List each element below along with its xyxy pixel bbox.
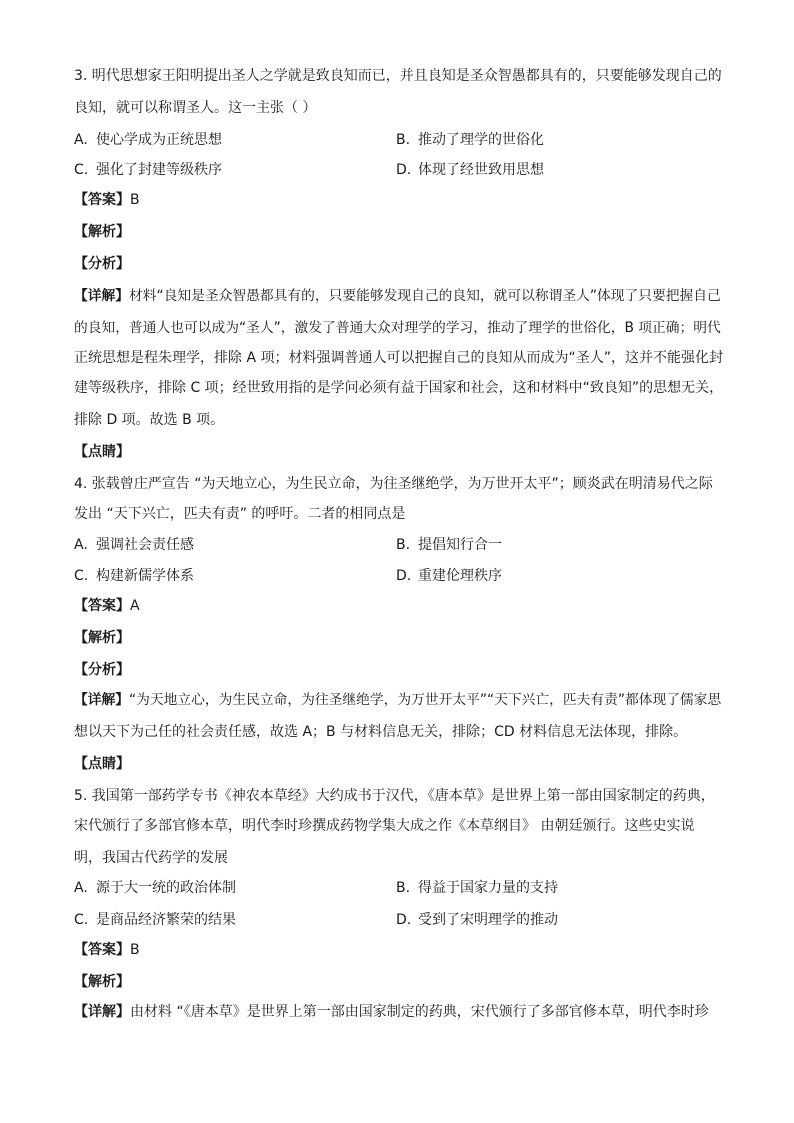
q5-stem-line-2: 宋代颁行了多部官修本草，明代李时珍撰成药物学集大成之作《本草纲目》 由朝廷颁行。这些史实说	[74, 818, 695, 834]
q5-option-b: B. 得益于国家力量的支持	[396, 880, 558, 896]
q3-stem-line-1: 3. 明代思想家王阳明提出圣人之学就是致良知而已，并且良知是圣众智愚都具有的，只要能够发现自己的	[74, 68, 722, 84]
q4-stem-line-2: 发出 “天下兴亡，匹夫有责” 的呼吁。二者的相同点是	[74, 506, 406, 522]
q4-answer: 【答案】A	[74, 598, 140, 614]
q5-stem-line-3: 明，我国古代药学的发展	[74, 850, 228, 866]
q3-option-a: A. 使心学成为正统思想	[74, 132, 222, 148]
q5-option-d: D. 受到了宋明理学的推动	[396, 912, 558, 928]
q5-analysis-tag: 【解析】	[74, 974, 130, 990]
q3-analysis-tag: 【解析】	[74, 224, 130, 240]
q5-option-c: C. 是商品经济繁荣的结果	[74, 912, 236, 928]
q4-detail-line-1: 【详解】“为天地立心，为生民立命，为往圣继绝学，为万世开太平”“天下兴亡，匹夫有责”都体现了儒家思	[74, 692, 722, 708]
q4-option-b: B. 提倡知行合一	[396, 537, 502, 553]
q3-option-c: C. 强化了封建等级秩序	[74, 162, 222, 178]
q3-detail-line-4: 建等级秩序，排除 C 项；经世致用指的是学问必须有益于国家和社会，这和材料中“致良知”的思想无关，	[74, 380, 724, 396]
q3-dianjing-tag: 【点睛】	[74, 444, 130, 460]
q3-detail-line-1: 【详解】材料“良知是圣众智愚都具有的，只要能够发现自己的良知，就可以称谓圣人”体现了只要把握自己	[74, 288, 721, 304]
q4-detail-line-2: 想以天下为己任的社会责任感，故选 A；B 与材料信息无关，排除；CD 材料信息无法体现，排除。	[74, 724, 688, 740]
q5-answer: 【答案】B	[74, 942, 140, 958]
q4-stem-line-1: 4. 张载曾庄严宣告 “为天地立心，为生民立命，为往圣继绝学，为万世开太平”；顾炎武在明清易代之际	[74, 476, 713, 492]
q5-stem-line-1: 5. 我国第一部药学专书《神农本草经》大约成书于汉代，《唐本草》是世界上第一部由国家制定的药典，	[74, 788, 715, 804]
q4-option-d: D. 重建伦理秩序	[396, 568, 502, 584]
q4-analysis-tag: 【解析】	[74, 630, 130, 646]
q3-option-d: D. 体现了经世致用思想	[396, 162, 544, 178]
q5-detail-line-1: 【详解】由材料 “《唐本草》是世界上第一部由国家制定的药典，宋代颁行了多部官修本草，明代李时珍	[74, 1004, 709, 1020]
q3-fenxi-tag: 【分析】	[74, 256, 130, 272]
q3-detail-line-3: 正统思想是程朱理学，排除 A 项；材料强调普通人可以把握自己的良知从而成为“圣人”，这并不能强化封	[74, 350, 723, 366]
q3-detail-line-5: 排除 D 项。故选 B 项。	[74, 412, 225, 428]
q4-option-a: A. 强调社会责任感	[74, 537, 194, 553]
q3-detail-line-2: 的良知，普通人也可以成为“圣人”，激发了普通大众对理学的学习，推动了理学的世俗化，B 项正确；明代	[74, 320, 721, 336]
q4-dianjing-tag: 【点睛】	[74, 756, 130, 772]
q3-option-b: B. 推动了理学的世俗化	[396, 132, 544, 148]
q4-fenxi-tag: 【分析】	[74, 662, 130, 678]
q4-option-c: C. 构建新儒学体系	[74, 568, 194, 584]
q3-answer: 【答案】B	[74, 192, 140, 208]
q5-option-a: A. 源于大一统的政治体制	[74, 880, 236, 896]
q3-stem-line-2: 良知，就可以称谓圣人。这一主张（ ）	[74, 100, 317, 116]
